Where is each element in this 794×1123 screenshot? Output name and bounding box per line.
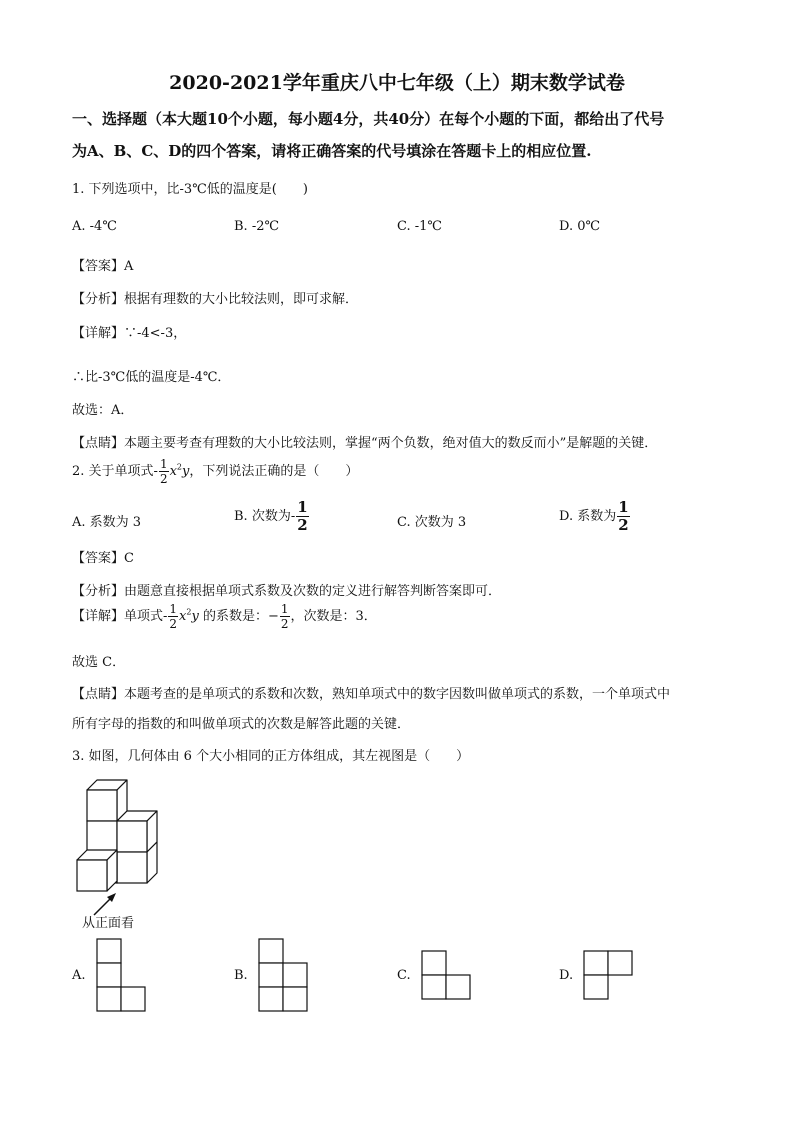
q2-option-b: B. 次数为- $\frac{1}{2}$ [234, 498, 308, 534]
q2-detail-coef-fraction: $\frac{1}{2}$ [280, 602, 289, 631]
q2-answer: 【答案】C [72, 551, 134, 566]
q3-option-a-label: A. [72, 968, 86, 983]
q2-option-b-fraction: $\frac{1}{2}$ [297, 498, 308, 534]
section-heading-line1: 一、选择题（本大题10个小题，每小题4分，共40分）在每个小题的下面，都给出了代号 [72, 110, 665, 128]
q2-fraction: $\frac{1}{2}$ [159, 457, 168, 486]
q3-option-b-figure [258, 938, 310, 1012]
q2-option-d-fraction: $\frac{1}{2}$ [618, 498, 629, 534]
q3-option-c-label: C. [397, 968, 411, 983]
q1-conclusion: ∴比-3℃低的温度是-4℃． [72, 370, 231, 385]
q1-answer: 【答案】A [72, 259, 134, 274]
q2-stem-suffix: ，下列说法正确的是（ ） [189, 464, 359, 479]
q2-stem [72, 458, 358, 485]
q2-comment-line1: 【点睛】本题考查的是单项式的系数和次数，熟知单项式中的数字因数叫做单项式的系数，一个单项式中 [72, 687, 671, 702]
q3-stem: 3. 如图，几何体由 6 个大小相同的正方体组成，其左视图是（ ） [72, 749, 470, 764]
q2-choose: 故选 C． [72, 655, 126, 670]
q2-comment-line2: 所有字母的指数的和叫做单项式的次数是解答此题的关键． [72, 717, 411, 732]
q2-detail: 【详解】单项式- $\frac{1}{2}$ $x^2y$ 的系数是：− $\frac{1}{2}$ ，次数是：3． [72, 602, 377, 631]
q1-option-b: B. -2℃ [234, 219, 280, 234]
q1-choose: 故选：A． [72, 403, 134, 418]
q2-analysis: 【分析】由题意直接根据单项式系数及次数的定义进行解答判断答案即可． [72, 584, 502, 599]
q1-analysis: 【分析】根据有理数的大小比较法则，即可求解． [72, 292, 359, 307]
q2-option-c: C. 次数为 3 [397, 515, 467, 530]
view-direction-label: 从正面看 [82, 916, 135, 931]
q2-option-d: D. 系数为 $\frac{1}{2}$ [559, 498, 629, 534]
q3-option-a-figure [96, 938, 148, 1012]
q2-var-y: y [182, 464, 190, 479]
q2-var-x: x [169, 464, 177, 479]
q1-option-a: A. -4℃ [72, 219, 117, 234]
section-heading-line2: 为A、B、C、D的四个答案，请将正确答案的代号填涂在答题卡上的相应位置. [72, 142, 592, 160]
page-title: 2020-2021学年重庆八中七年级（上）期末数学试卷 [169, 72, 625, 94]
q2-detail-fraction: $\frac{1}{2}$ [169, 602, 178, 631]
q3-option-c-figure [421, 950, 473, 1002]
q1-option-c: C. -1℃ [397, 219, 442, 234]
q1-option-d: D. 0℃ [559, 219, 601, 234]
q3-option-d-figure [583, 950, 635, 1002]
q1-detail: 【详解】∵-4<-3， [72, 326, 187, 341]
q1-comment: 【点睛】本题主要考查有理数的大小比较法则，掌握“两个负数，绝对值大的数反而小”是解题的关键． [72, 436, 658, 451]
q2-exponent: 2 [176, 462, 183, 472]
q2-stem-prefix: 2. 关于单项式- [72, 464, 158, 479]
q3-option-b-label: B. [234, 968, 248, 983]
q2-option-a: A. 系数为 3 [72, 515, 142, 530]
q1-stem: 1. 下列选项中，比-3℃低的温度是( ) [72, 182, 308, 197]
q3-option-d-label: D. [559, 968, 574, 983]
